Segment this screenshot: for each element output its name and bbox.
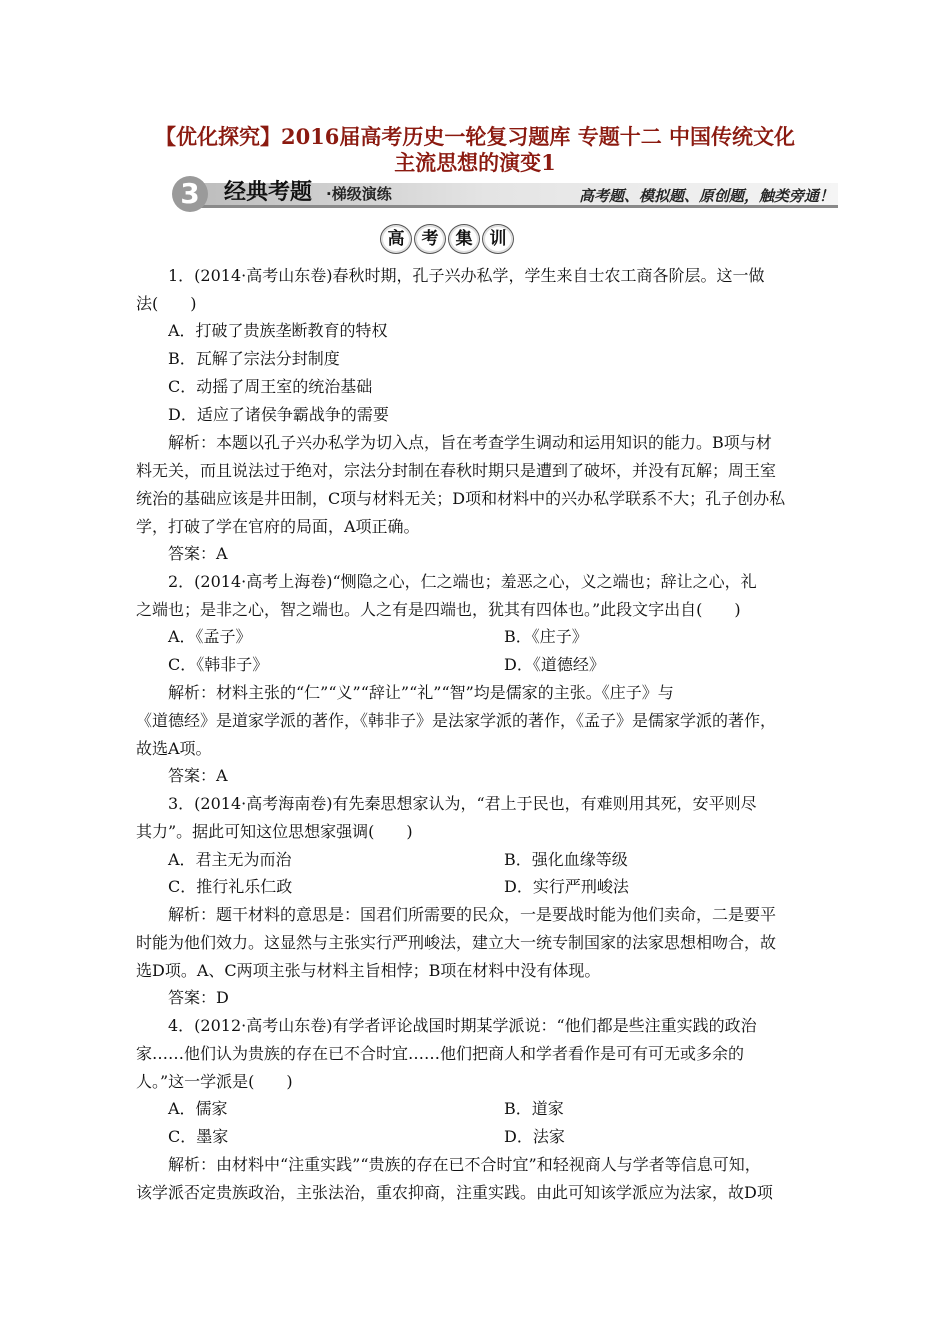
q1-answer: 答案：A <box>168 544 228 563</box>
q3-explanation-line-1: 解析：题干材料的意思是：国君们所需要的民众，一是要战时能为他们卖命，二是要平 <box>168 905 777 924</box>
q3-option-c: C．推行礼乐仁政 <box>168 877 293 896</box>
q1-explanation-line-3: 统治的基础应该是井田制，C项与材料无关；D项和材料中的兴办私学联系不大；孔子创办私 <box>136 489 786 508</box>
section-heading-gaokao-jixun <box>380 224 514 254</box>
q4-option-c: C．墨家 <box>168 1127 229 1146</box>
section-char-2: 考 <box>414 224 446 254</box>
q1-explanation-line-2: 料无关，而且说法过于绝对，宗法分封制在春秋时期只是遭到了破坏，并没有瓦解；周王室 <box>136 461 777 480</box>
q3-explanation-line-3: 选D项。A、C两项主张与材料主旨相悖；B项在材料中没有体现。 <box>136 961 601 980</box>
q2-explanation-line-3: 故选A项。 <box>136 739 212 758</box>
q3-stem-line-1: 3．(2014·高考海南卷)有先秦思想家认为，“君上于民也，有难则用其死，安平则尽 <box>168 794 757 813</box>
banner-main-title: 经典考题 <box>224 180 313 205</box>
q4-explanation-line-2: 该学派否定贵族政治，主张法治，重农抑商，注重实践。由此可知该学派应为法家，故D项 <box>136 1183 773 1202</box>
section-char-1: 高 <box>380 224 412 254</box>
banner-number-badge: 3 <box>172 176 208 212</box>
q2-option-c: C．《韩非子》 <box>168 655 269 674</box>
q2-stem-line-1: 2．(2014·高考上海卷)“恻隐之心，仁之端也；羞恶之心，义之端也；辞让之心，礼 <box>168 572 757 591</box>
q4-stem-line-1: 4．(2012·高考山东卷)有学者评论战国时期某学派说：“他们都是些注重实践的政治 <box>168 1016 757 1035</box>
q1-stem-line-2: 法( ) <box>136 294 197 313</box>
q3-stem-line-2: 其力”。据此可知这位思想家强调( ) <box>136 822 413 841</box>
q3-option-b: B．强化血缘等级 <box>504 850 628 869</box>
q1-option-a: A．打破了贵族垄断教育的特权 <box>168 321 388 340</box>
q3-option-a: A．君主无为而治 <box>168 850 292 869</box>
banner-slogan: 高考题、模拟题、原创题，触类旁通！ <box>578 187 834 205</box>
q2-answer: 答案：A <box>168 766 228 785</box>
q2-explanation-line-2: 《道德经》是道家学派的著作，《韩非子》是法家学派的著作，《孟子》是儒家学派的著作， <box>136 711 777 730</box>
q1-explanation-line-1: 解析：本题以孔子兴办私学为切入点，旨在考查学生调动和运用知识的能力。B项与材 <box>168 433 772 452</box>
section-char-4: 训 <box>482 224 514 254</box>
q1-option-c: C．动摇了周王室的统治基础 <box>168 377 373 396</box>
q3-explanation-line-2: 时能为他们效力。这显然与主张实行严刑峻法，建立大一统专制国家的法家思想相吻合，故 <box>136 933 777 952</box>
q3-answer: 答案：D <box>168 988 229 1007</box>
q2-option-b: B．《庄子》 <box>504 627 588 646</box>
document-title-line-2: 主流思想的演变1 <box>394 150 556 175</box>
q3-option-d: D．实行严刑峻法 <box>504 877 629 896</box>
document-title-line-1: 【优化探究】2016届高考历史一轮复习题库 专题十二 中国传统文化 <box>154 124 796 149</box>
section-banner <box>168 176 840 212</box>
q4-stem-line-2: 家……他们认为贵族的存在已不合时宜……他们把商人和学者看作是可有可无或多余的 <box>136 1044 745 1063</box>
q4-explanation-line-1: 解析：由材料中“注重实践”“贵族的存在已不合时宜”和轻视商人与学者等信息可知， <box>168 1155 761 1174</box>
q1-option-b: B．瓦解了宗法分封制度 <box>168 349 340 368</box>
q1-option-d: D．适应了诸侯争霸战争的需要 <box>168 405 389 424</box>
q4-option-a: A．儒家 <box>168 1099 228 1118</box>
q1-stem-line-1: 1．(2014·高考山东卷)春秋时期，孔子兴办私学，学生来自士农工商各阶层。这一做 <box>168 266 765 285</box>
q4-option-b: B．道家 <box>504 1099 564 1118</box>
q4-option-d: D．法家 <box>504 1127 565 1146</box>
banner-subtitle: ·梯级演练 <box>326 185 392 203</box>
q4-stem-line-3: 人。”这一学派是( ) <box>136 1072 293 1091</box>
q2-option-d: D．《道德经》 <box>504 655 605 674</box>
q1-explanation-line-4: 学，打破了学在官府的局面，A项正确。 <box>136 517 420 536</box>
q2-explanation-line-1: 解析：材料主张的“仁”“义”“辞让”“礼”“智”均是儒家的主张。《庄子》与 <box>168 683 674 702</box>
q2-stem-line-2: 之端也；是非之心，智之端也。人之有是四端也，犹其有四体也。”此段文字出自( ) <box>136 600 741 619</box>
q2-option-a: A．《孟子》 <box>168 627 252 646</box>
section-char-3: 集 <box>448 224 480 254</box>
